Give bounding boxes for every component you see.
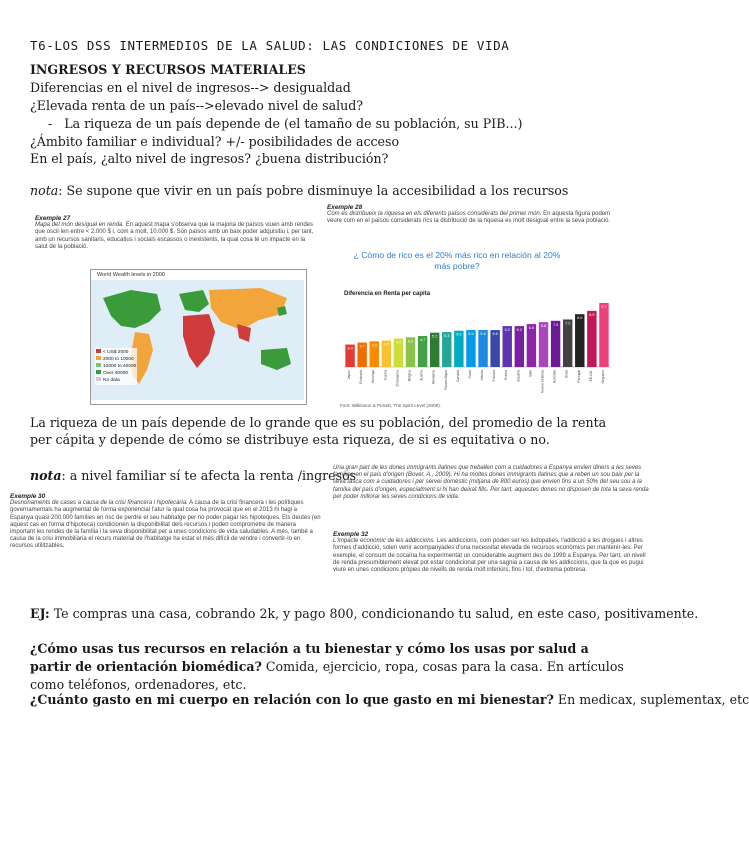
chart-value-label: 8.5 — [589, 312, 595, 317]
legend-label: 10000 to 40000 — [103, 364, 137, 369]
chart-value-label: 7.2 — [565, 321, 571, 326]
chart-value-label: 5.6 — [480, 332, 486, 337]
chart-value-label: 3.9 — [371, 343, 377, 348]
excerpt-27-title: Exemple 27 — [35, 215, 71, 222]
excerpt-32 — [333, 531, 651, 599]
question-2 — [30, 692, 749, 707]
note-1 — [30, 183, 568, 198]
chart-value-label: 6.2 — [504, 328, 510, 333]
note-2-label: nota — [30, 468, 62, 483]
chart-question: ¿ Cómo de rico es el 20% más rico en relación al 20% más pobre? — [353, 250, 561, 271]
chart-category-label: Suecia — [383, 370, 388, 381]
chart-bar — [503, 326, 512, 367]
bullet-item — [48, 116, 522, 131]
chart-value-label: 9.7 — [601, 304, 607, 309]
legend-label: 2000 to 10000 — [103, 357, 134, 362]
chart-category-label: Finlandia — [359, 370, 364, 384]
excerpt-28-body: En aquesta figura podem veure com en el països considerats rics la distribució de la riquesa es molt desigual entre la seva població. — [327, 211, 611, 225]
question-1-bold: ¿Cómo usas tus recursos en relación a tu bienestar y cómo los usas por salud a partir de orientación biomédica? — [30, 641, 589, 674]
chart-category-label: Alemania — [431, 370, 436, 385]
question-1-text: Comida, ejercicio, ropa, cosas para la casa. En artículos como teléfonos, ordenadores, etc. — [30, 659, 624, 692]
chart-bar — [527, 324, 536, 367]
section-heading: INGRESOS Y RECURSOS MATERIALES — [30, 62, 306, 77]
note-2-text: : a nivel familiar sí te afecta la renta /ingresos — [61, 468, 357, 483]
example-text: Te compras una casa, cobrando 2k, y pago 800, condicionando tu salud, en este caso, positivamente. — [49, 606, 699, 621]
question-2-text: En medicax, suplementax, etc — [553, 692, 749, 707]
chart-category-label: Países Bajos — [443, 370, 448, 390]
chart-category-label: Suiza — [467, 370, 472, 379]
legend-item — [96, 349, 136, 356]
bullet-text: La riqueza de un país depende de (el tamaño de su población, su PIB...) — [64, 116, 523, 131]
excerpt-32-title: Exemple 32 — [333, 531, 369, 538]
legend-label: < US$ 2000 — [103, 350, 129, 355]
chart-value-label: 3.4 — [347, 346, 353, 351]
riqueza-paragraph: La riqueza de un país depende de lo grande que es su población, del promedio de la renta per cápita y depende de cómo se distribuye esta riqueza, de si es equitativa o no. — [30, 415, 607, 447]
note-2 — [30, 468, 356, 483]
excerpt-30 — [10, 493, 322, 579]
text-line-4: En el país, ¿alto nivel de ingresos? ¿buena distribución? — [30, 151, 389, 166]
chart-category-label: Singapur — [600, 370, 605, 384]
excerpt-32-body: Les addiccions, com poden ser les ludopaties, l'addicció a les drogues i altres formes d'addicció, solen venir acompanyades d'una necessitat elevada de recursos econòmics per mantenir-les. Per exemple, el consum de cocaïna ha experimentat un considerable augment des de 1999 a Espanya. Per tant, un nivell de renda presumiblement elevat pot estar condicionat per una sagnia a causa de les addiccions, que fa que es pugui viure en unes condicions pròpies de nivells de renda molt inferiors, fins i tot, d'extrema pobresa. — [333, 538, 646, 574]
note-1-label: nota — [30, 183, 59, 198]
note-1-text: : Se supone que vivir en un país pobre disminuye la accesibilidad a los recursos — [58, 183, 569, 198]
chart-source: Font: Wilkinson & Pickett, The Spirit Level (2009). — [340, 403, 442, 408]
excerpt-28 — [327, 204, 617, 238]
question-2-bold: ¿Cuánto gasto en mi cuerpo en relación con lo que gasto en mi bienestar? — [30, 692, 554, 707]
excerpt-30-italic: Desnonaments de cases a causa de la crisi financera i hipotecària. — [10, 500, 188, 507]
chart-category-label: Nueva Zelanda — [540, 370, 545, 393]
chart-value-label: 6.2 — [516, 328, 522, 333]
excerpt-31 — [333, 465, 651, 521]
chart-value-label: 4.5 — [407, 339, 414, 344]
legend-item — [96, 370, 136, 377]
legend-label: Over 40000 — [103, 371, 129, 376]
excerpt-30-body: A causa de la crisi financera i les polítiques governamentals ha augmentat de forma exponencial l'atur la qual cosa ha provocat que en el 2013 hi hagi a Espanya quasi 200.000 famílies en risc de perdre el seu habitatge per no poder pagar les hipoteques. Els deutes (en aquest cas en forma d'hipoteca) condicionen la disponibilitat dels recursos i poden comprometre de manera important les rendes de la família i la seva disponibilitat per a unes condicions de vida saludables. A més, també a causa de la crisi immobiliària el recurs material de l'habitatge ha estat el més difícil de vendre i convertir-lo en recursos utilitzables. — [10, 500, 321, 550]
example-label: EJ: — [30, 606, 50, 621]
excerpt-27 — [35, 215, 315, 263]
world-wealth-map — [90, 269, 307, 405]
chart-bar — [587, 311, 596, 367]
legend-label: No data — [103, 378, 120, 383]
chart-value-label: 5.5 — [456, 332, 462, 337]
text-line-2: ¿Elevada renta de un país-->elevado nivel de salud? — [30, 98, 364, 113]
chart-category-label: Dinamarca — [395, 370, 400, 387]
chart-category-label: Austria — [419, 370, 424, 381]
chart-category-label: Noruega — [371, 370, 376, 384]
example-line — [30, 606, 698, 621]
excerpt-27-body: En aquest mapa s'observa que la majoria de països viuen amb rendes que oscil·len entre < 2.000 $ i, com a molt, 10.000 $. Són països amb un baix poder adquisitiu i, per tant, amb un recursos sanitaris, educatius i socials escassos o inexistents, la qual cosa té un impacte en la salut de la població. — [35, 222, 314, 250]
chart-category-label: Italia — [528, 370, 533, 378]
chart-value-label: 5.2 — [432, 334, 438, 339]
legend-item — [96, 377, 136, 384]
chart-value-label: 7.0 — [552, 322, 559, 327]
excerpt-28-italic: Com es distribueix la riquesa en els diferents països considerats del primer món. — [327, 211, 542, 218]
chart-value-label: 4.7 — [419, 337, 426, 342]
chart-category-label: Israel — [564, 370, 569, 379]
bullet-marker: - — [48, 116, 53, 131]
chart-category-label: EE.UU. — [588, 370, 593, 382]
chart-value-label: 3.7 — [359, 344, 365, 349]
chart-category-label: Irlanda — [480, 370, 485, 381]
chart-category-label: Portugal — [576, 370, 581, 383]
chart-bar — [575, 314, 584, 367]
text-line-1: Diferencias en el nivel de ingresos--> desigualdad — [30, 80, 351, 95]
excerpt-28-title: Exemple 28 — [327, 204, 363, 211]
page-title: T6-LOS DSS INTERMEDIOS DE LA SALUD: LAS CONDICIONES DE VIDA — [30, 38, 510, 53]
chart-value-label: 5.6 — [492, 332, 498, 337]
legend-item — [96, 363, 136, 370]
chart-value-label: 8.0 — [577, 316, 583, 321]
chart-value-label: 6.5 — [528, 326, 535, 331]
legend-item — [96, 356, 136, 363]
chart-category-label: Japón — [347, 370, 352, 380]
map-legend — [95, 348, 137, 385]
income-gap-chart — [338, 285, 616, 403]
chart-category-label: Grecia — [504, 370, 509, 380]
excerpt-30-title: Exemple 30 — [10, 493, 46, 500]
chart-category-label: Francia — [492, 370, 497, 382]
chart-category-label: España — [516, 370, 521, 382]
excerpt-32-italic: L'impacte econòmic de les addiccions. — [333, 538, 436, 545]
chart-value-label: 4.0 — [383, 342, 389, 347]
chart-title: Diferencia en Renta per capita — [344, 291, 431, 297]
map-title: World Wealth levels in 2000 — [97, 272, 165, 278]
chart-value-label: 5.3 — [444, 334, 450, 339]
excerpt-27-italic: Mapa del món desigual en renda. — [35, 222, 125, 229]
chart-category-label: Bélgica — [407, 370, 412, 382]
chart-bar — [539, 322, 548, 367]
chart-category-label: Australia — [552, 370, 557, 384]
excerpt-31-body: Una gran part de les dones immigrants llatines que treballen com a cuidadores a Espanya envien diners a les seves famílies en el país d'origen (Bover, A., 2009). Hi ha moltes dones immigrants llatines que a reben un sou baix per la seva tasca com a cuidadores i per servei domèstic (mitjana de 800 euros) que envien fins a un 50% del seu sou a la família del país d'origen, especialment si hi han deixat fills. Per tant, aquestes dones no disposen de tota la seva renda per poder millorar les seves condicions de vida. — [333, 465, 649, 500]
chart-value-label: 5.6 — [468, 332, 474, 337]
chart-bar — [515, 326, 524, 367]
chart-value-label: 6.8 — [540, 324, 547, 329]
text-line-3: ¿Ámbito familiar e individual? +/- posibilidades de acceso — [30, 134, 400, 149]
chart-bar — [551, 321, 560, 367]
chart-bar — [563, 319, 572, 367]
chart-category-label: Canadá — [455, 370, 460, 382]
chart-value-label: 4.3 — [395, 340, 402, 345]
question-1 — [30, 640, 630, 694]
chart-bar — [599, 303, 608, 367]
